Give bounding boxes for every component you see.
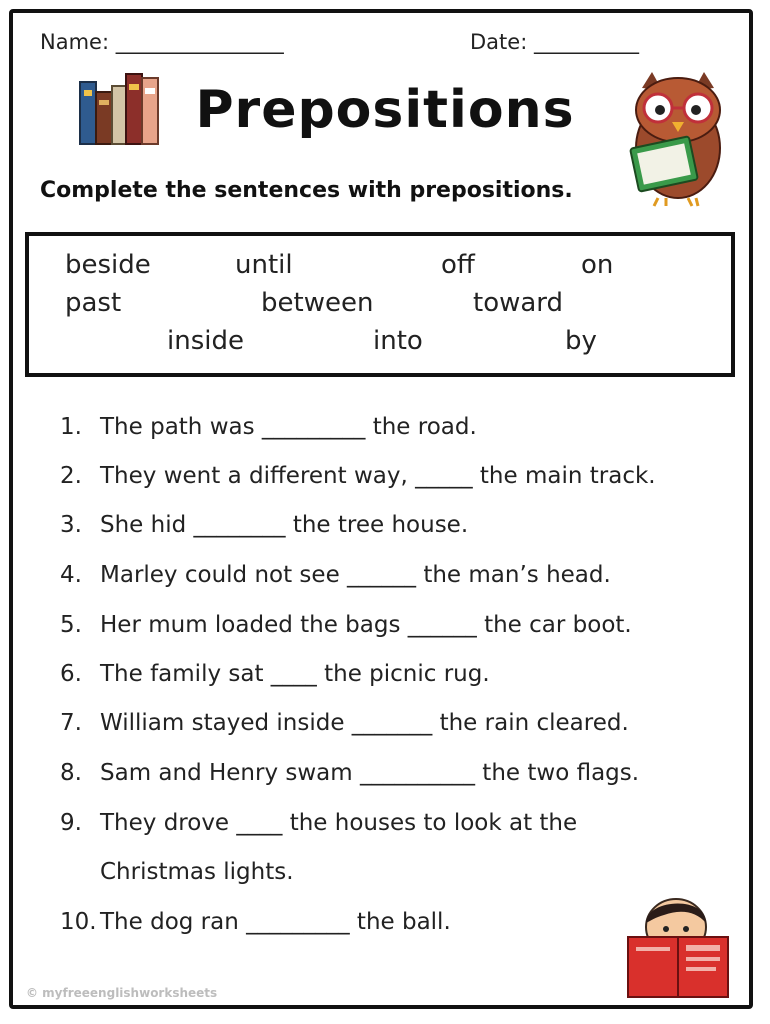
word-bank-item: until — [235, 250, 293, 280]
word-bank-item: by — [565, 326, 597, 356]
date-field[interactable]: Date: __________ — [470, 30, 639, 54]
word-bank-item: on — [581, 250, 614, 280]
question-item — [60, 414, 477, 440]
word-bank-item: toward — [473, 288, 564, 318]
name-field[interactable]: Name: ________________ — [40, 30, 284, 54]
watermark: © myfreeenglishworksheets — [26, 986, 218, 1000]
question-text: Her mum loaded the bags ______ the car boot. — [100, 612, 632, 638]
question-number: 1. — [60, 414, 82, 440]
question-text: She hid ________ the tree house. — [100, 512, 469, 538]
question-number: 8. — [60, 760, 82, 786]
question-text: Marley could not see ______ the man’s head. — [100, 562, 611, 588]
question-item — [60, 562, 611, 588]
question-number: 10. — [60, 909, 97, 935]
question-number: 2. — [60, 463, 82, 489]
word-bank-item: off — [441, 250, 475, 280]
instruction-text: Complete the sentences with prepositions. — [40, 178, 573, 203]
question-number: 4. — [60, 562, 82, 588]
question-item — [60, 760, 639, 786]
question-number: 5. — [60, 612, 82, 638]
owl-reading-icon — [622, 66, 734, 208]
word-bank-item: past — [65, 288, 122, 318]
word-bank-item: between — [261, 288, 374, 318]
question-item — [60, 661, 490, 687]
word-bank — [25, 232, 735, 377]
question-item — [60, 512, 468, 538]
question-number: 9. — [60, 810, 82, 836]
word-bank-item: into — [373, 326, 423, 356]
question-text: The family sat ____ the picnic rug. — [100, 661, 490, 687]
question-item — [60, 810, 577, 836]
question-item — [60, 859, 294, 885]
question-text: They went a different way, _____ the main track. — [100, 463, 656, 489]
child-reading-icon — [624, 895, 734, 999]
question-item — [60, 710, 629, 736]
question-text: Christmas lights. — [100, 859, 294, 885]
question-text: The path was _________ the road. — [100, 414, 477, 440]
question-text: Sam and Henry swam __________ the two flags. — [100, 760, 640, 786]
question-item — [60, 909, 451, 935]
word-bank-item: beside — [65, 250, 151, 280]
question-item — [60, 463, 656, 489]
question-text: William stayed inside _______ the rain cleared. — [100, 710, 629, 736]
question-text: The dog ran _________ the ball. — [100, 909, 451, 935]
page-title: Prepositions — [195, 80, 575, 140]
question-number: 6. — [60, 661, 82, 687]
question-number: 7. — [60, 710, 82, 736]
word-bank-item: inside — [167, 326, 244, 356]
question-text: They drove ____ the houses to look at the — [100, 810, 578, 836]
question-number: 3. — [60, 512, 82, 538]
question-item — [60, 612, 632, 638]
